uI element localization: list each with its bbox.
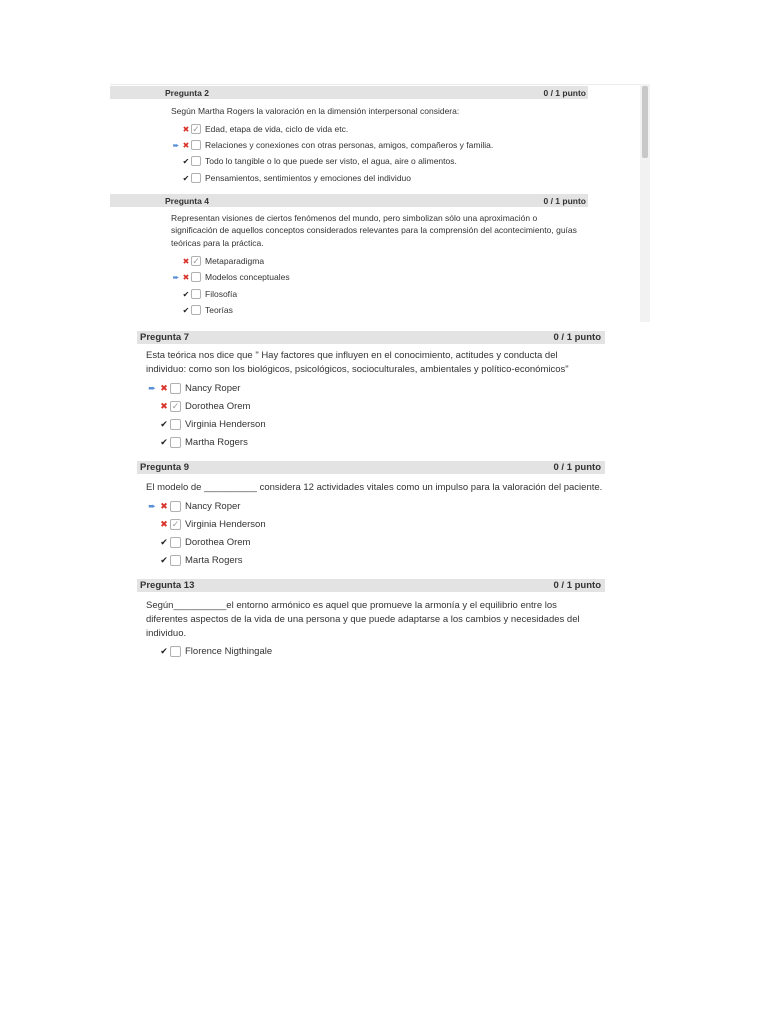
check-icon: ✔ (160, 437, 168, 447)
answer-option (146, 555, 243, 566)
question-text-line: El modelo de __________ considera 12 actividades vitales como un impulso para la valoración del paciente. (146, 482, 603, 493)
question-text (146, 599, 580, 640)
option-label: Nancy Roper (185, 383, 241, 394)
question-points: 0 / 1 punto (543, 195, 586, 206)
checkbox[interactable] (191, 256, 201, 266)
option-label: Modelos conceptuales (205, 272, 290, 282)
question-text (146, 349, 569, 377)
question-header (110, 194, 588, 207)
question-points: 0 / 1 punto (553, 580, 601, 591)
option-label: Dorothea Orem (185, 401, 251, 412)
question-text-line: individuo: como son los biológicos, psicológicos, socioculturales, ambientales y político-económicos" (146, 363, 569, 375)
question-header (137, 331, 605, 344)
question-header (137, 579, 605, 592)
check-icon: ✔ (160, 537, 168, 547)
answer-option (171, 156, 457, 166)
question-header (137, 461, 605, 474)
x-icon: ✖ (182, 124, 190, 134)
question-text (171, 105, 459, 117)
x-icon: ✖ (160, 383, 168, 393)
scrollbar-thumb[interactable] (642, 86, 648, 158)
answer-option (171, 173, 411, 183)
checkbox[interactable] (191, 156, 201, 166)
checkbox[interactable] (191, 289, 201, 299)
checkbox[interactable] (170, 646, 181, 657)
question-text-line: Representan visiones de ciertos fenómenos del mundo, pero simbolizan sólo una aproximación o (171, 213, 538, 223)
option-label: Metaparadigma (205, 256, 265, 266)
x-icon: ✖ (182, 256, 190, 266)
x-icon: ✖ (160, 401, 168, 411)
divider (110, 84, 640, 85)
option-label: Pensamientos, sentimientos y emociones del individuo (205, 173, 412, 183)
arrow-icon: ➨ (172, 272, 180, 282)
option-label: Dorothea Orem (185, 537, 251, 548)
question-text-line: individuo. (146, 627, 187, 639)
question-points: 0 / 1 punto (543, 87, 586, 98)
answer-option (146, 537, 250, 548)
check-icon: ✔ (160, 555, 168, 565)
question-text (171, 212, 577, 249)
arrow-icon: ➨ (148, 501, 156, 511)
x-icon: ✖ (182, 140, 190, 150)
question-text-line: Según Martha Rogers la valoración en la dimensión interpersonal considera: (171, 106, 460, 116)
answer-option (171, 305, 233, 315)
option-label: Teorías (205, 305, 233, 315)
option-label: Virginia Henderson (185, 519, 266, 530)
answer-option (146, 501, 240, 512)
x-icon: ✖ (160, 519, 168, 529)
question-text (146, 481, 602, 495)
answer-option (146, 419, 266, 430)
checkbox[interactable] (191, 140, 201, 150)
checkbox[interactable] (170, 419, 181, 430)
answer-option (171, 256, 264, 266)
checkbox[interactable] (170, 537, 181, 548)
answer-option (171, 272, 290, 282)
answer-option (171, 140, 493, 150)
question-title: Pregunta 2 (165, 87, 209, 98)
checkbox[interactable] (170, 501, 181, 512)
question-title: Pregunta 13 (140, 580, 195, 591)
question-title: Pregunta 7 (140, 332, 190, 343)
arrow-icon: ➨ (172, 140, 180, 150)
check-icon: ✔ (182, 156, 190, 166)
checkbox[interactable] (191, 272, 201, 282)
x-icon: ✖ (182, 272, 190, 282)
question-text-line: Esta teórica nos dice que " Hay factores que influyen en el conocimiento, actitudes y conducta del (146, 350, 558, 361)
option-label: Virginia Henderson (185, 419, 266, 430)
check-icon: ✔ (182, 289, 190, 299)
x-icon: ✖ (160, 501, 168, 511)
question-points: 0 / 1 punto (553, 462, 601, 473)
option-label: Marta Rogers (185, 555, 243, 566)
question-points: 0 / 1 punto (553, 332, 601, 343)
option-label: Todo lo tangible o lo que puede ser visto, el agua, aire o alimentos. (205, 156, 457, 166)
answer-option (146, 383, 240, 394)
check-icon: ✔ (160, 419, 168, 429)
checkbox[interactable] (170, 401, 181, 412)
checkbox[interactable] (170, 383, 181, 394)
checkbox[interactable] (170, 437, 181, 448)
answer-option (171, 289, 237, 299)
question-text-line: significación de aquellos conceptos considerados relevantes para la comprensión del acontecimiento, guías (171, 225, 577, 236)
checkbox[interactable] (170, 555, 181, 566)
check-icon: ✔ (160, 646, 168, 656)
arrow-icon: ➨ (148, 383, 156, 393)
checkbox[interactable] (191, 305, 201, 315)
option-label: Nancy Roper (185, 501, 241, 512)
answer-option (171, 124, 348, 134)
option-label: Martha Rogers (185, 437, 248, 448)
option-label: Florence Nigthingale (185, 646, 273, 657)
question-header (110, 86, 588, 99)
question-text-line: teóricas para la práctica. (171, 237, 264, 248)
checkbox[interactable] (191, 173, 201, 183)
question-text-line: Según__________el entorno armónico es aquel que promueve la armonía y el equilibrio entre los (146, 600, 557, 611)
question-text-line: diferentes aspectos de la vida de una persona y que puede adaptarse a los cambios y necesidades del (146, 613, 580, 625)
checkbox[interactable] (170, 519, 181, 530)
option-label: Edad, etapa de vida, ciclo de vida etc. (205, 124, 349, 134)
quiz-screenshot-top (110, 84, 650, 322)
question-title: Pregunta 4 (165, 195, 209, 206)
answer-option (146, 401, 250, 412)
check-icon: ✔ (182, 173, 190, 183)
question-title: Pregunta 9 (140, 462, 190, 473)
checkbox[interactable] (191, 124, 201, 134)
option-label: Relaciones y conexiones con otras personas, amigos, compañeros y familia. (205, 140, 494, 150)
answer-option (146, 519, 266, 530)
answer-option (146, 646, 272, 657)
option-label: Filosofía (205, 289, 238, 299)
check-icon: ✔ (182, 305, 190, 315)
answer-option (146, 437, 248, 448)
